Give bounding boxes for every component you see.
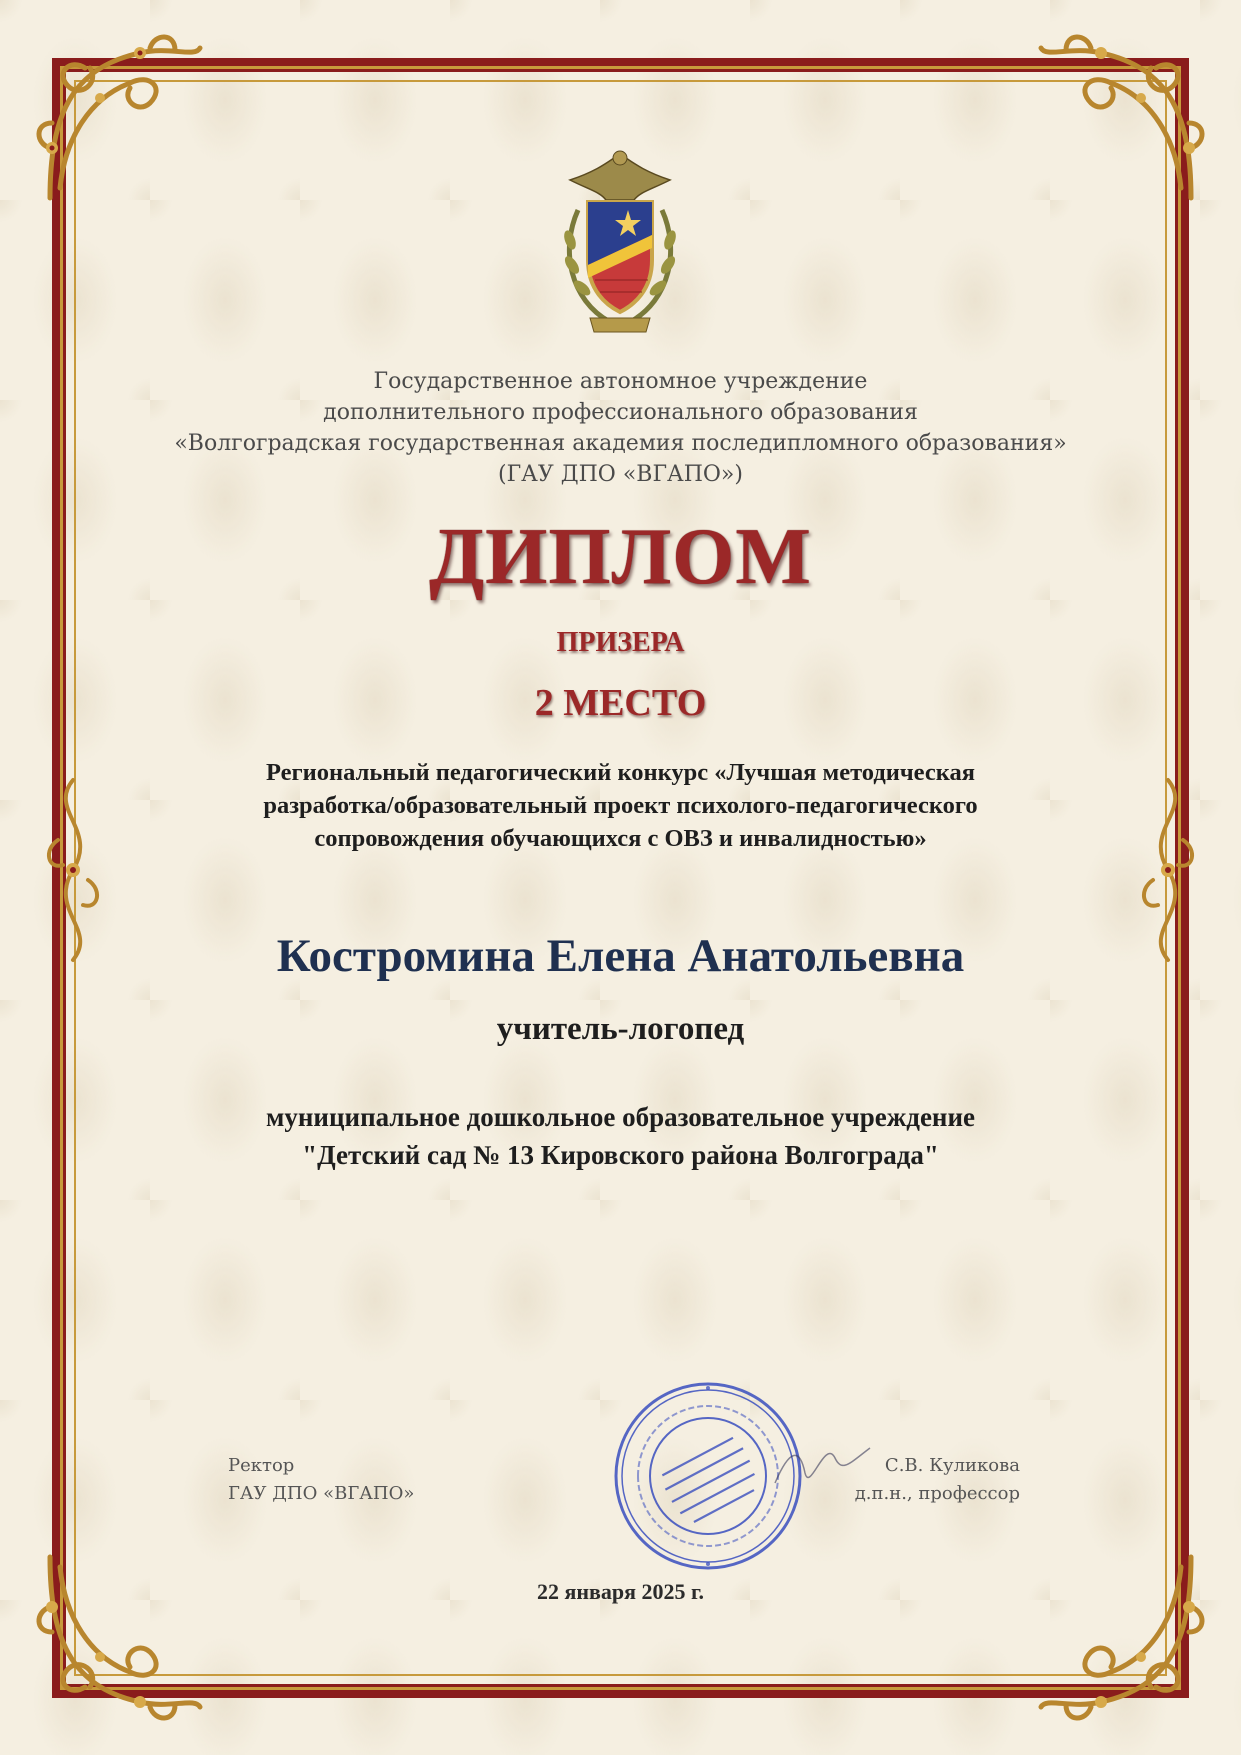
contest-line-1: Региональный педагогический конкурс «Лучшая методическая (266, 759, 975, 786)
contest-line-3: сопровождения обучающихся с ОВЗ и инвалидностью» (314, 825, 927, 852)
org-line-1: Государственное автономное учреждение (373, 369, 868, 394)
org-line-3: «Волгоградская государственная академия последипломного образования» (174, 431, 1067, 456)
contest-description (120, 756, 1121, 855)
signatory-role-line-2: ГАУ ДПО «ВГАПО» (228, 1483, 415, 1504)
signatory-role-line-1: Ректор (228, 1455, 295, 1476)
corner-ornament-bottom-left (30, 1537, 220, 1727)
institution-line-1: муниципальное дошкольное образовательное учреждение (265, 1102, 976, 1132)
org-line-2: дополнительного профессионального образования (323, 400, 918, 425)
recipient-position: учитель-логопед (496, 1011, 745, 1047)
corner-ornament-bottom-right (1021, 1537, 1211, 1727)
organization-header (120, 366, 1121, 490)
corner-ornament-top-right (1021, 28, 1211, 218)
diploma-title: ДИПЛОМ (429, 513, 812, 601)
recipient-name: Костромина Елена Анатольевна (276, 930, 965, 982)
org-line-4: (ГАУ ДПО «ВГАПО») (498, 462, 743, 487)
corner-ornament-top-left (30, 28, 220, 218)
recipient-institution (120, 1098, 1121, 1174)
signatory-name-block (820, 1452, 1020, 1508)
side-ornament-left (38, 770, 108, 970)
signatory-name: С.В. Куликова (884, 1455, 1020, 1476)
side-ornament-right (1133, 770, 1203, 970)
academy-emblem-icon (550, 140, 690, 340)
issue-date: 22 января 2025 г. (536, 1579, 705, 1604)
institution-line-2: "Детский сад № 13 Кировского района Волгограда" (302, 1140, 939, 1170)
place-label: 2 МЕСТО (534, 682, 707, 724)
signatory-role (228, 1452, 488, 1508)
signatory-degree: д.п.н., профессор (854, 1483, 1020, 1504)
diploma-subtitle: ПРИЗЕРА (556, 627, 685, 658)
contest-line-2: разработка/образовательный проект психолого-педагогического (263, 792, 978, 819)
